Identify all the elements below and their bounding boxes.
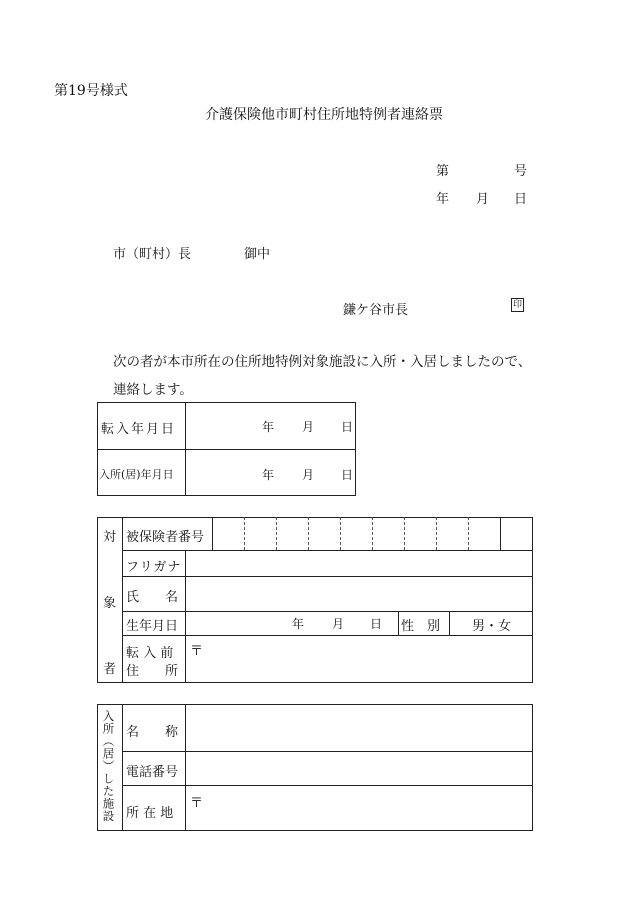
body-line-2: 連絡します。	[113, 382, 193, 398]
admission-date-day: 日	[341, 468, 354, 482]
ref-go: 号	[514, 164, 528, 179]
subject-side-3: 者	[103, 662, 117, 677]
form-number: 第19号様式	[54, 83, 128, 99]
seal-mark: 印	[512, 300, 522, 310]
subject-side-1: 対	[103, 530, 117, 545]
furigana-label: フリガナ	[126, 560, 182, 575]
date-year: 年	[436, 192, 450, 207]
birth-year: 年	[292, 617, 305, 631]
facility-location-label: 所 在 地	[126, 806, 174, 821]
transfer-date-day: 日	[341, 420, 354, 434]
sex-label: 性 別	[401, 619, 441, 634]
birth-month: 月	[332, 617, 345, 631]
prev-address-postal-mark: 〒	[190, 644, 204, 659]
facility-name-label: 名 称	[126, 725, 179, 740]
body-line-1: 次の者が本市所在の住所地特例対象施設に入所・入居しましたので、	[113, 354, 532, 370]
facility-side-label: 入所（居）した施設	[101, 710, 116, 823]
name-label: 氏 名	[126, 590, 179, 605]
prev-address-label-1: 転 入 前	[126, 646, 174, 661]
addressee-honorific: 御中	[244, 247, 271, 262]
insured-number-label: 被保険者番号	[126, 530, 205, 545]
transfer-date-month: 月	[302, 420, 315, 434]
birthdate-label: 生年月日	[126, 619, 179, 634]
sex-options: 男・女	[472, 619, 512, 634]
addressee-name: 市（町村）長	[113, 247, 192, 262]
sender-name: 鎌ケ谷市長	[343, 303, 409, 318]
date-month: 月	[476, 192, 490, 207]
subject-side-2: 象	[103, 596, 117, 611]
transfer-date-label: 転入年月日	[101, 422, 177, 437]
facility-phone-label: 電話番号	[126, 765, 179, 780]
facility-postal-mark: 〒	[190, 796, 204, 811]
prev-address-label-2: 住 所	[126, 664, 179, 679]
date-day: 日	[514, 192, 528, 207]
admission-date-year: 年	[262, 468, 275, 482]
admission-date-month: 月	[302, 468, 315, 482]
admission-date-label: 入所(居)年月日	[99, 468, 174, 481]
form-title: 介護保険他市町村住所地特例者連絡票	[205, 107, 443, 123]
birth-day: 日	[370, 617, 383, 631]
transfer-date-year: 年	[262, 420, 275, 434]
ref-dai: 第	[436, 164, 450, 179]
